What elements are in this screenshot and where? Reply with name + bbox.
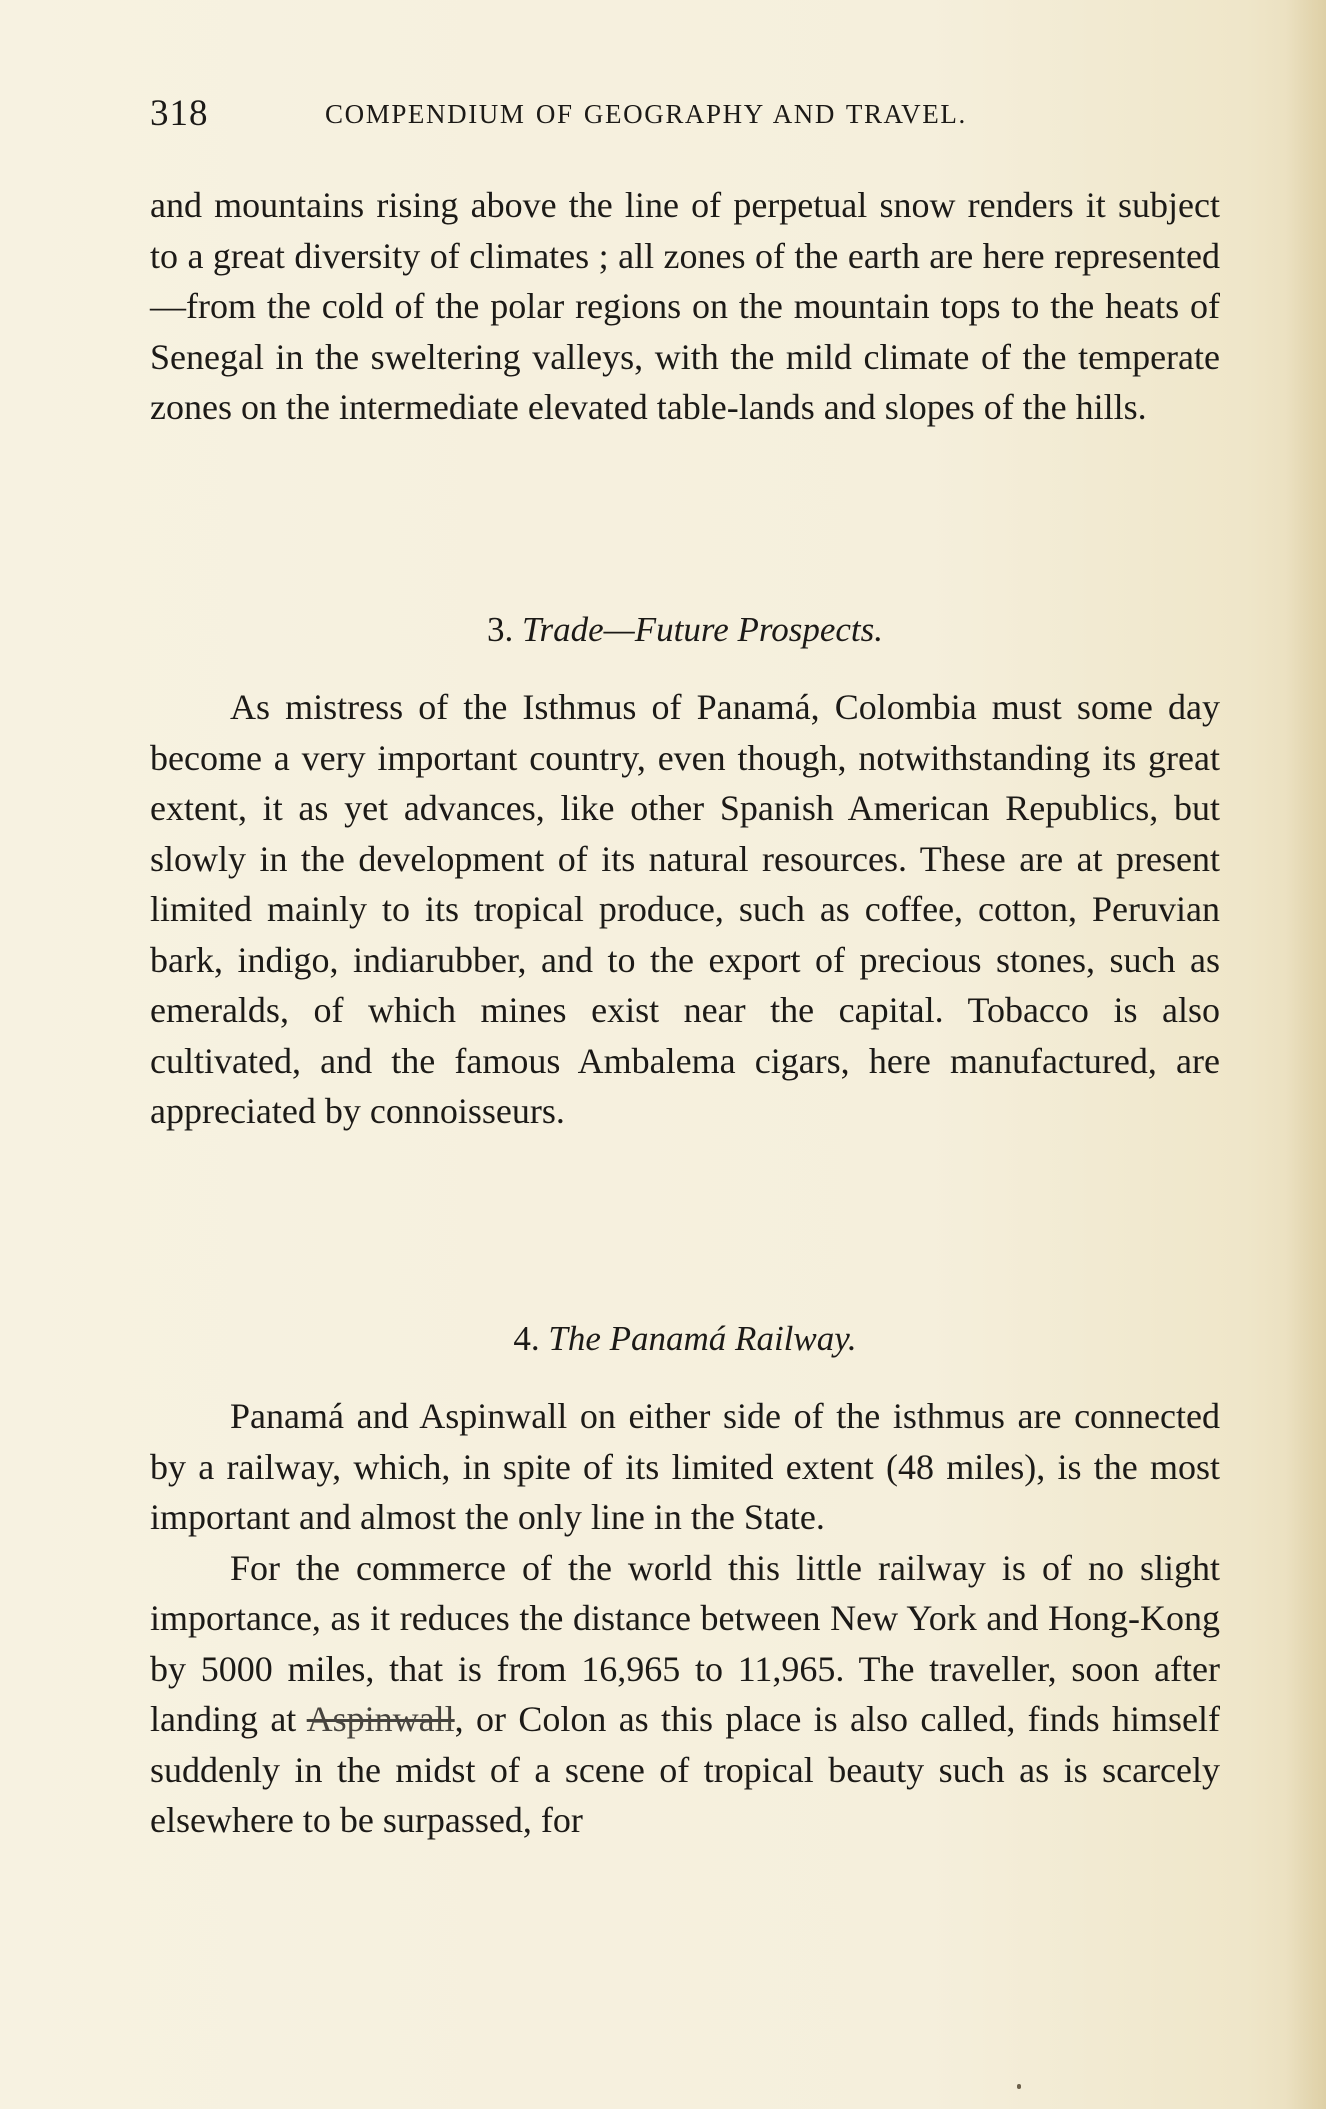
section-heading-railway [150,1317,1220,1361]
paragraph-railway-2-end: , or Colon as this place is also called, finds himself suddenly in the midst of a scene of tropical beauty such as is scarcely elsewhere to be surpassed, for [150,1699,1220,1840]
page-header [150,92,1220,142]
section-number: 4. [513,1319,540,1358]
section-heading-trade [150,608,1220,652]
continued-paragraph: and mountains rising above the line of perpetual snow renders it subject to a great diversity of climates ; all zones of the earth are here represented—from the cold of the polar regions on the mountain tops to the heats of Senegal in the sweltering valleys, with the mild climate of the temperate zones on the intermediate elevated table-lands and slopes of the hills. [150,185,1220,427]
section-body-trade [150,682,1220,1137]
section-title: Trade—Future Prospects. [521,610,883,649]
paragraph-railway-2 [150,1543,1220,1846]
paragraph-railway-2-start: For the commerce of the world this little railway is of no slight importance, as it reduces the distance between New York and Hong-Kong by 5000 miles, that is from 16,965 to 11,965. The traveller, soon after landing at [150,1547,1220,1739]
running-head: COMPENDIUM OF GEOGRAPHY AND TRAVEL. [325,99,967,129]
section-title: The Panamá Railway. [548,1319,857,1358]
paragraph-railway-1: Panamá and Aspinwall on either side of the isthmus are connected by a railway, which, in spite of its limited extent (48 miles), is the most important and almost the only line in the State. [150,1396,1220,1537]
struck-word: Aspinwall [306,1699,455,1739]
paper-speck [1017,2084,1021,2089]
section-number: 3. [486,610,514,649]
paragraph-trade: As mistress of the Isthmus of Panamá, Colombia must some day become a very important country, even though, notwithstanding its great extent, it as yet advances, like other Spanish American Republics, but slowly in the development of its natural resources. These are at present limited mainly to its tropical produce, such as coffee, cotton, Peruvian bark, indigo, indiarubber, and to the export of precious stones, such as emeralds, of which mines exist near the capital. Tobacco is also cultivated, and the famous Ambalema cigars, here manufactured, are appreciated by connoisseurs. [150,687,1220,1131]
continued-paragraph-block [150,180,1220,433]
section-body-railway [150,1391,1220,1846]
page-number: 318 [150,93,209,134]
